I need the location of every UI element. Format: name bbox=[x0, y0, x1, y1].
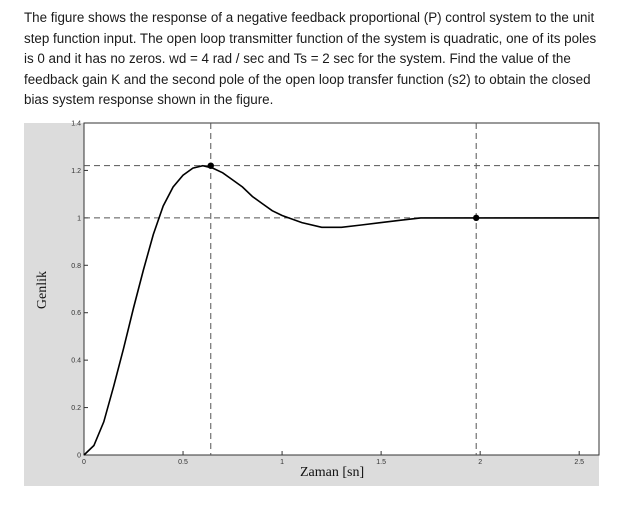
peak-point-marker bbox=[208, 162, 214, 168]
y-tick-label: 0 bbox=[77, 452, 81, 460]
x-tick-label: 2 bbox=[478, 459, 483, 466]
y-tick-label: 1.4 bbox=[71, 120, 81, 128]
y-tick-label: 0.4 bbox=[71, 357, 81, 365]
problem-text: The figure shows the response of a negative feedback proportional (P) control system to the unit step function input. The open loop transmitter function of the system is quadratic, one of its poles is 0 and it has no zeros. wd = 4 rad / sec and Ts = 2 sec for the system. Find the value of the feedback gain K and the second pole of the open loop transfer function (s2) to obtain the closed bias system response shown in the figure. bbox=[24, 10, 597, 108]
x-tick-label: 0 bbox=[82, 459, 86, 466]
plot-area bbox=[84, 123, 599, 455]
x-axis-label: Zaman [sn] bbox=[300, 465, 365, 480]
y-axis-label: Genlik bbox=[35, 270, 50, 310]
x-tick-label: 0.5 bbox=[178, 459, 188, 466]
x-tick-label: 1 bbox=[280, 459, 285, 466]
y-tick-label: 1.2 bbox=[71, 167, 81, 175]
settling-point-marker bbox=[473, 215, 479, 221]
y-tick-label: 0.8 bbox=[71, 262, 81, 270]
x-tick-label: 2.5 bbox=[574, 459, 585, 466]
y-tick-label: 0.2 bbox=[71, 405, 81, 413]
x-tick-label: 1.5 bbox=[376, 459, 386, 466]
y-tick-label: 0.6 bbox=[71, 310, 81, 318]
y-tick-label: 1 bbox=[77, 215, 81, 223]
